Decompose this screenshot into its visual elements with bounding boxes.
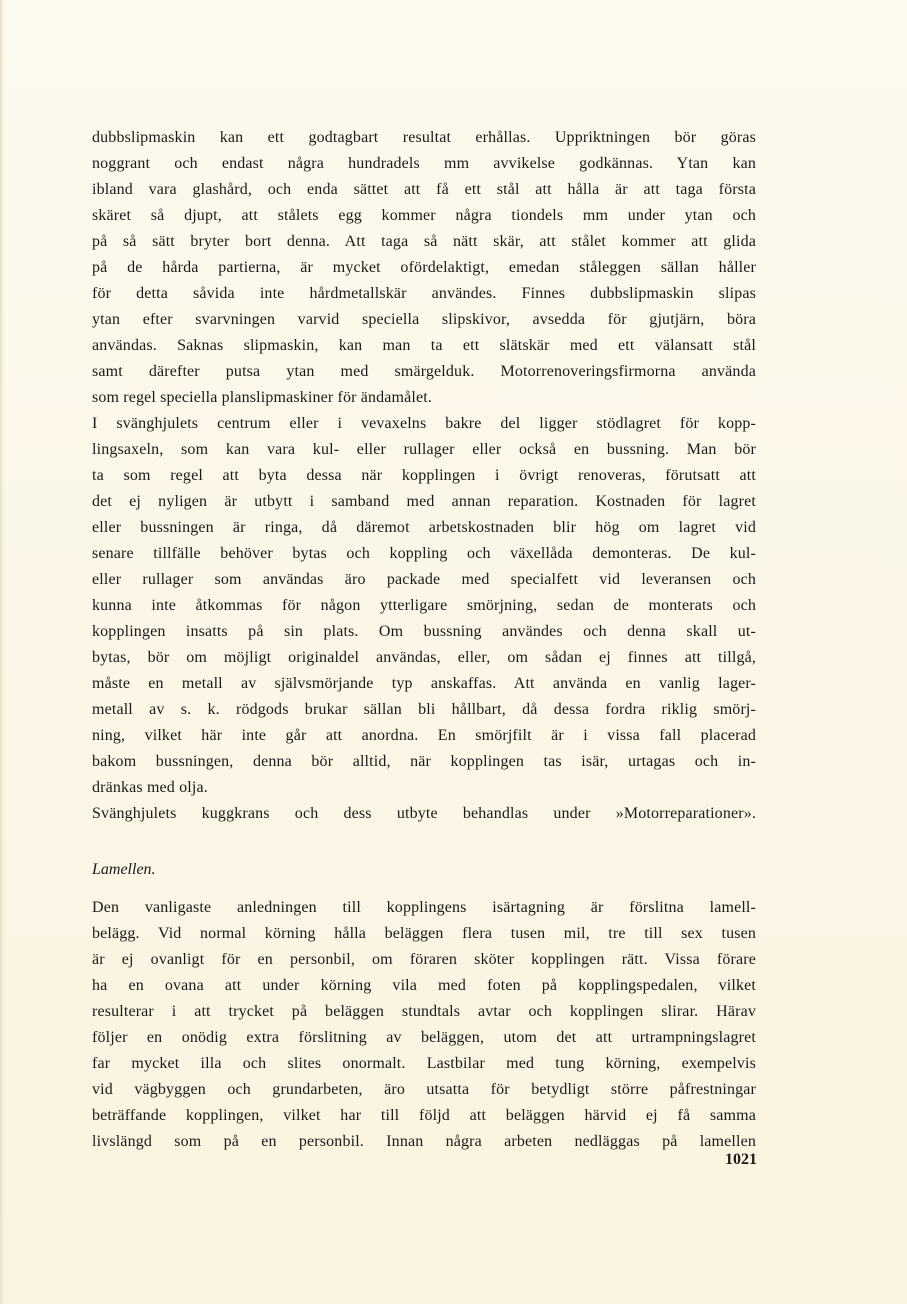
text-line: samt därefter putsa ytan med smärgelduk. Motorrenoveringsfirmorna använda xyxy=(92,363,756,380)
text-line: ytan efter svarvningen varvid speciella slipskivor, avsedda för gjutjärn, böra xyxy=(92,311,756,328)
paragraph-4 xyxy=(92,895,756,1155)
text-line: användas. Saknas slipmaskin, kan man ta ett slätskär med ett välansatt stål xyxy=(92,337,756,354)
text-line: senare tillfälle behöver bytas och koppling och växellåda demonteras. De kul- xyxy=(92,545,756,562)
text-line: som regel speciella planslipmaskiner för ändamålet. xyxy=(92,389,432,406)
text-line: följer en onödig extra förslitning av beläggen, utom det att urtrampningslagret xyxy=(92,1029,756,1046)
text-line: på de hårda partierna, är mycket ofördelaktigt, emedan ståleggen sällan håller xyxy=(92,259,756,276)
text-line: vid vägbyggen och grundarbeten, äro utsatta för betydligt större påfrestningar xyxy=(92,1081,756,1098)
text-line: skäret så djupt, att stålets egg kommer några tiondels mm under ytan och xyxy=(92,207,756,224)
section-heading: Lamellen. xyxy=(92,861,156,878)
page-number: 1021 xyxy=(725,1151,757,1168)
text-line: eller bussningen är ringa, då däremot arbetskostnaden blir hög om lagret vid xyxy=(92,519,756,536)
text-line: noggrant och endast några hundradels mm avvikelse godkännas. Ytan kan xyxy=(92,155,756,172)
text-line: det ej nyligen är utbytt i samband med annan reparation. Kostnaden för lagret xyxy=(92,493,756,510)
text-line: resulterar i att trycket på beläggen stundtals avtar och kopplingen slirar. Härav xyxy=(92,1003,756,1020)
text-line: för detta såvida inte hårdmetallskär användes. Finnes dubbslipmaskin slipas xyxy=(92,285,756,302)
paragraph-3 xyxy=(92,801,756,827)
text-line: ibland vara glashård, och enda sättet att få ett stål att hålla är att taga första xyxy=(92,181,756,198)
text-line: Svänghjulets kuggkrans och dess utbyte behandlas under »Motorreparationer». xyxy=(92,805,756,822)
text-line: livslängd som på en personbil. Innan några arbeten nedläggas på lamellen xyxy=(92,1133,756,1150)
text-line: I svänghjulets centrum eller i vevaxelns bakre del ligger stödlagret för kopp- xyxy=(92,415,756,432)
text-line: dränkas med olja. xyxy=(92,779,208,796)
text-line: kunna inte åtkommas för någon ytterligare smörjning, sedan de monterats och xyxy=(92,597,756,614)
text-line: lingsaxeln, som kan vara kul- eller rullager eller också en bussning. Man bör xyxy=(92,441,756,458)
text-line: beträffande kopplingen, vilket har till följd att beläggen härvid ej få samma xyxy=(92,1107,756,1124)
text-line: Den vanligaste anledningen till kopplingens isärtagning är förslitna lamell- xyxy=(92,899,756,916)
text-line: måste en metall av självsmörjande typ anskaffas. Att använda en vanlig lager- xyxy=(92,675,756,692)
text-line: belägg. Vid normal körning hålla beläggen flera tusen mil, tre till sex tusen xyxy=(92,925,756,942)
text-line: ning, vilket här inte går att anordna. En smörjfilt är i vissa fall placerad xyxy=(92,727,756,744)
body-text xyxy=(92,125,756,1155)
text-line: far mycket illa och slites onormalt. Lastbilar med tung körning, exempelvis xyxy=(92,1055,756,1072)
text-line: bakom bussningen, denna bör alltid, när kopplingen tas isär, urtagas och in- xyxy=(92,753,756,770)
text-line: är ej ovanligt för en personbil, om föraren sköter kopplingen rätt. Vissa förare xyxy=(92,951,756,968)
text-line: ta som regel att byta dessa när kopplingen i övrigt renoveras, förutsatt att xyxy=(92,467,756,484)
paragraph-1 xyxy=(92,125,756,411)
text-line: dubbslipmaskin kan ett godtagbart resultat erhållas. Uppriktningen bör göras xyxy=(92,129,756,146)
page-edge xyxy=(0,0,4,1304)
text-line: på så sätt bryter bort denna. Att taga så nätt skär, att stålet kommer att glida xyxy=(92,233,756,250)
text-line: bytas, bör om möjligt originaldel användas, eller, om sådan ej finnes att tillgå, xyxy=(92,649,756,666)
paragraph-2 xyxy=(92,411,756,801)
text-line: metall av s. k. rödgods brukar sällan bli hållbart, då dessa fordra riklig smörj- xyxy=(92,701,756,718)
text-line: ha en ovana att under körning vila med foten på kopplingspedalen, vilket xyxy=(92,977,756,994)
text-line: eller rullager som användas äro packade med specialfett vid leveransen och xyxy=(92,571,756,588)
text-line: kopplingen insatts på sin plats. Om bussning användes och denna skall ut- xyxy=(92,623,756,640)
